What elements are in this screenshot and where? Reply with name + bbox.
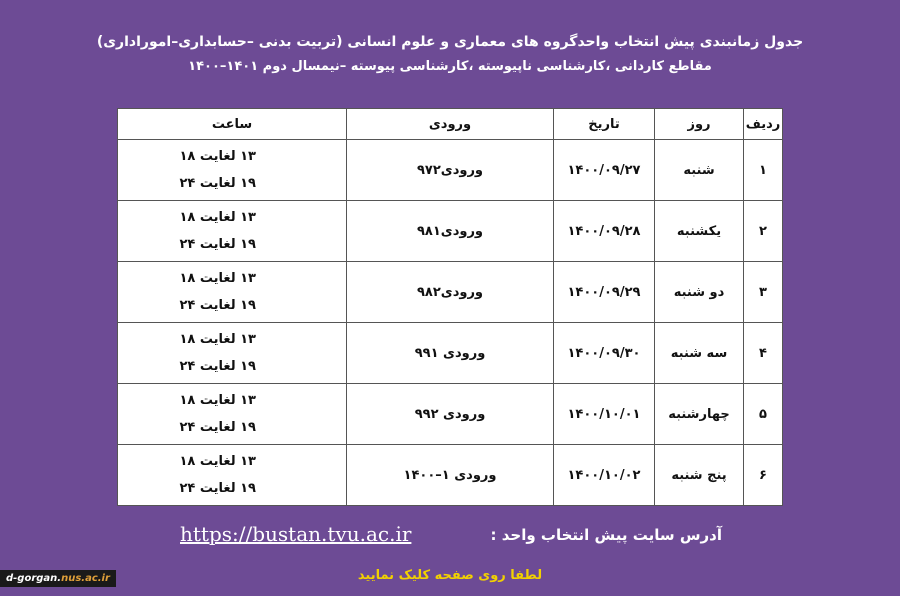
time-range-1: ۱۳ لغایت ۱۸ xyxy=(179,393,256,408)
schedule-table xyxy=(117,108,783,506)
page-title: جدول زمانبندی پیش انتخاب واحدگروه های معماری و علوم انسانی (تربیت بدنی –حسابداری–اموراداری) xyxy=(96,34,804,50)
page-subtitle: مقاطع کاردانی ،کارشناسی ناپیوسته ،کارشناسی پیوسته –نیمسال دوم ۱۴۰۱–۱۴۰۰ xyxy=(188,59,712,74)
cell-time xyxy=(118,201,347,262)
header-date: تاریخ xyxy=(554,109,655,140)
watermark-prefix: d-gorgan. xyxy=(6,573,62,584)
header-row-number: ردیف xyxy=(744,109,783,140)
cell-entry: ورودی۹۸۲ xyxy=(347,262,554,323)
time-range-2: ۱۹ لغایت ۲۴ xyxy=(179,359,256,374)
cell-time xyxy=(118,384,347,445)
time-range-1: ۱۳ لغایت ۱۸ xyxy=(179,149,256,164)
cell-day: سه شنبه xyxy=(655,323,744,384)
header-entry: ورودی xyxy=(347,109,554,140)
cell-date: ۱۴۰۰/۱۰/۰۲ xyxy=(554,445,655,506)
cell-time xyxy=(118,445,347,506)
cell-date: ۱۴۰۰/۰۹/۳۰ xyxy=(554,323,655,384)
site-watermark xyxy=(0,570,116,587)
address-label: آدرس سایت پیش انتخاب واحد : xyxy=(490,526,722,544)
cell-row-number: ۶ xyxy=(744,445,783,506)
header-day: روز xyxy=(655,109,744,140)
cell-time xyxy=(118,262,347,323)
watermark-accent: nus.ac.ir xyxy=(61,573,110,584)
cell-entry: ورودی۹۸۱ xyxy=(347,201,554,262)
cell-date: ۱۴۰۰/۰۹/۲۹ xyxy=(554,262,655,323)
time-range-2: ۱۹ لغایت ۲۴ xyxy=(179,481,256,496)
time-range-2: ۱۹ لغایت ۲۴ xyxy=(179,176,256,191)
table-row xyxy=(118,140,783,201)
cell-day: پنج شنبه xyxy=(655,445,744,506)
cell-date: ۱۴۰۰/۱۰/۰۱ xyxy=(554,384,655,445)
click-note: لطفا روی صفحه کلیک نمایید xyxy=(357,568,543,583)
cell-row-number: ۴ xyxy=(744,323,783,384)
cell-row-number: ۳ xyxy=(744,262,783,323)
cell-time xyxy=(118,140,347,201)
cell-row-number: ۱ xyxy=(744,140,783,201)
cell-entry: ورودی ۹۹۲ xyxy=(347,384,554,445)
table-row xyxy=(118,445,783,506)
time-range-1: ۱۳ لغایت ۱۸ xyxy=(179,454,256,469)
cell-entry: ورودی ۹۹۱ xyxy=(347,323,554,384)
cell-row-number: ۵ xyxy=(744,384,783,445)
cell-day: چهارشنبه xyxy=(655,384,744,445)
table-row xyxy=(118,384,783,445)
title-block xyxy=(0,30,900,80)
cell-entry: ورودی۹۷۲ xyxy=(347,140,554,201)
time-range-1: ۱۳ لغایت ۱۸ xyxy=(179,271,256,286)
table-row xyxy=(118,262,783,323)
time-range-1: ۱۳ لغایت ۱۸ xyxy=(179,210,256,225)
table-header-row xyxy=(118,109,783,140)
time-range-2: ۱۹ لغایت ۲۴ xyxy=(179,298,256,313)
time-range-2: ۱۹ لغایت ۲۴ xyxy=(179,420,256,435)
address-link[interactable]: https://bustan.tvu.ac.ir xyxy=(180,522,412,546)
cell-time xyxy=(118,323,347,384)
cell-day: دو شنبه xyxy=(655,262,744,323)
table-row xyxy=(118,323,783,384)
time-range-1: ۱۳ لغایت ۱۸ xyxy=(179,332,256,347)
time-range-2: ۱۹ لغایت ۲۴ xyxy=(179,237,256,252)
cell-day: یکشنبه xyxy=(655,201,744,262)
cell-entry: ورودی ۱–۱۴۰۰ xyxy=(347,445,554,506)
header-time: ساعت xyxy=(118,109,347,140)
cell-date: ۱۴۰۰/۰۹/۲۷ xyxy=(554,140,655,201)
cell-day: شنبه xyxy=(655,140,744,201)
cell-row-number: ۲ xyxy=(744,201,783,262)
table-row xyxy=(118,201,783,262)
cell-date: ۱۴۰۰/۰۹/۲۸ xyxy=(554,201,655,262)
